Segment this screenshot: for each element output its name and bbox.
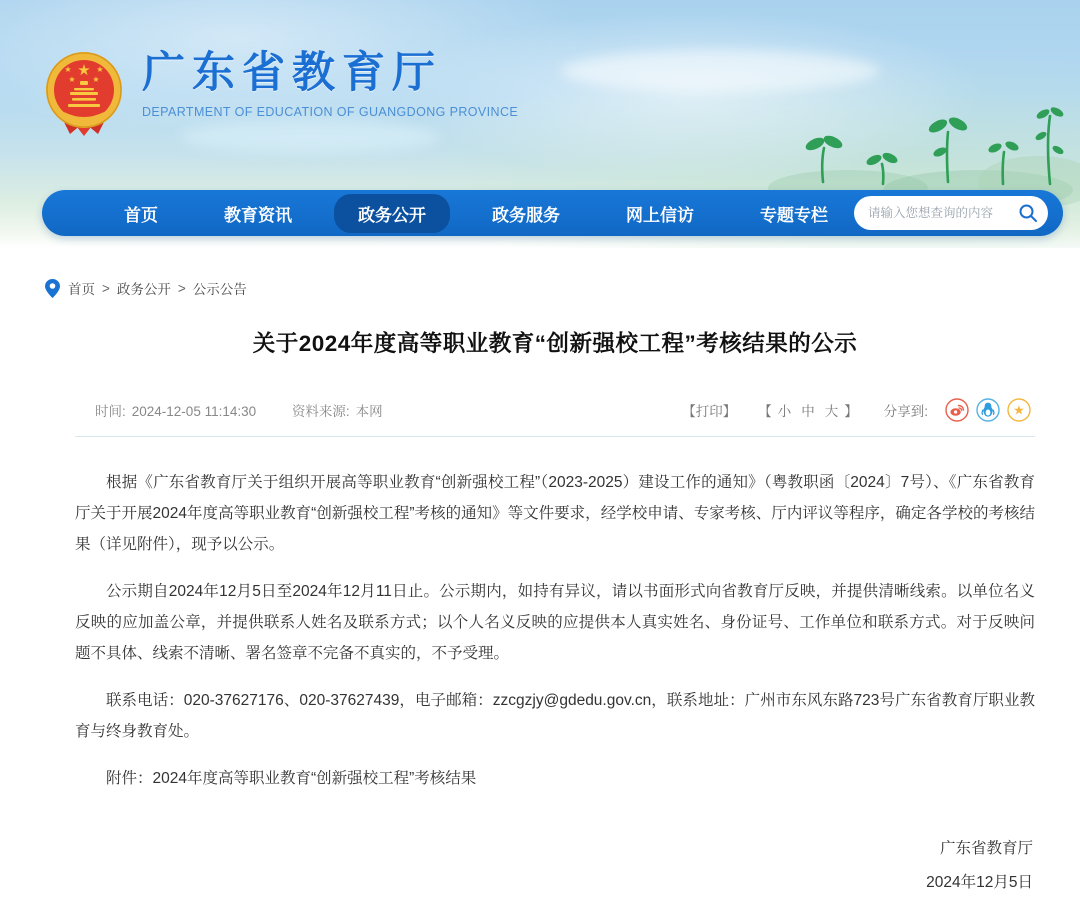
font-size-large-button[interactable]: 大 xyxy=(824,404,841,419)
article-title: 关于2024年度高等职业教育“创新强校工程”考核结果的公示 xyxy=(252,331,858,356)
qzone-share-icon[interactable] xyxy=(1007,398,1031,422)
search-icon[interactable] xyxy=(1018,203,1038,223)
breadcrumb-public-notices[interactable]: 公示公告 xyxy=(192,282,247,297)
share-label: 分享到: xyxy=(883,404,928,419)
breadcrumb-separator: > xyxy=(177,280,186,296)
search-input[interactable] xyxy=(868,206,1018,220)
svg-text:★: ★ xyxy=(92,75,100,84)
print-button[interactable]: 【打印】 xyxy=(682,404,737,419)
cloud-decoration xyxy=(560,50,880,92)
source-value: 本网 xyxy=(355,404,383,419)
nav-item-education-news[interactable]: 教育资讯 xyxy=(224,205,292,225)
site-brand[interactable] xyxy=(44,50,518,142)
article-meta-bar xyxy=(75,398,1035,437)
plants-decoration xyxy=(788,92,1068,192)
main-navigation xyxy=(42,190,1063,236)
svg-text:★: ★ xyxy=(64,65,72,74)
source-label: 资料来源: xyxy=(291,404,350,419)
signature-department: 广东省教育厅 xyxy=(939,840,1033,857)
site-title: 广东省教育厅 xyxy=(142,49,442,97)
article-container xyxy=(75,326,1035,898)
location-pin-icon xyxy=(45,279,60,298)
font-size-small-button[interactable]: 小 xyxy=(777,404,794,419)
paragraph-publicity-period: 公示期自2024年12月5日至2024年12月11日止。公示期内，如持有异议，请以书面形式向省教育厅反映，并提供清晰线索。以单位名义反映的应加盖公章，并提供联系人姓名及联系方式；以个人名义反映的应提供本人真实姓名、身份证号、工作单位和联系方式。对于反映问题不具体、线索不清晰、署名签章不完备不真实的，不予受理。 xyxy=(75,583,1035,662)
breadcrumb-separator: > xyxy=(102,280,110,296)
nav-item-special-topics[interactable]: 专题专栏 xyxy=(760,205,828,225)
nav-item-government-services[interactable]: 政务服务 xyxy=(492,205,560,225)
svg-text:★: ★ xyxy=(77,62,91,79)
svg-text:★: ★ xyxy=(96,65,104,74)
search-box xyxy=(854,196,1048,230)
article-meta-info xyxy=(95,400,389,420)
time-label: 时间: xyxy=(95,404,126,419)
weibo-share-icon[interactable] xyxy=(945,398,969,422)
svg-text:★: ★ xyxy=(1013,402,1025,418)
national-emblem-logo xyxy=(44,50,124,142)
signature-block xyxy=(75,834,1035,898)
nav-item-government-disclosure[interactable]: 政务公开 xyxy=(334,194,450,233)
nav-item-home[interactable]: 首页 xyxy=(124,205,158,225)
paragraph-basis: 根据《广东省教育厅关于组织开展高等职业教育“创新强校工程”（2023-2025）建设工作的通知》（粤教职函〔2024〕7号）、《广东省教育厅关于开展2024年度高等职业教育“创新强校工程”考核的通知》等文件要求，经学校申请、专家考核、厅内评议等程序，确定各学校的考核结果（详见附件），现予以公示。 xyxy=(75,474,1035,553)
signature-date: 2024年12月5日 xyxy=(926,874,1033,891)
attachment-link[interactable]: 附件：2024年度高等职业教育“创新强校工程”考核结果 xyxy=(106,770,477,787)
font-size-control xyxy=(758,400,860,420)
font-size-medium-button[interactable]: 中 xyxy=(801,404,817,419)
svg-text:★: ★ xyxy=(68,75,76,84)
font-size-bracket-open: 【 xyxy=(758,404,774,419)
nav-item-online-petition[interactable]: 网上信访 xyxy=(626,205,694,225)
breadcrumb-government-disclosure[interactable]: 政务公开 xyxy=(116,282,171,297)
site-title-english: DEPARTMENT OF EDUCATION OF GUANGDONG PROVINCE xyxy=(142,105,519,120)
qq-share-icon[interactable] xyxy=(976,398,1000,422)
paragraph-contact: 联系电话：020-37627176、020-37627439，电子邮箱：zzcgzjy@gdedu.gov.cn，联系地址：广州市东风东路723号广东省教育厅职业教育与终身教育处。 xyxy=(75,692,1035,740)
breadcrumb xyxy=(45,278,1080,298)
breadcrumb-home[interactable]: 首页 xyxy=(68,282,95,297)
page-header xyxy=(0,0,1080,248)
time-value: 2024-12-05 11:14:30 xyxy=(131,404,257,419)
font-size-bracket-close: 】 xyxy=(844,404,860,419)
article-body xyxy=(75,467,1035,794)
